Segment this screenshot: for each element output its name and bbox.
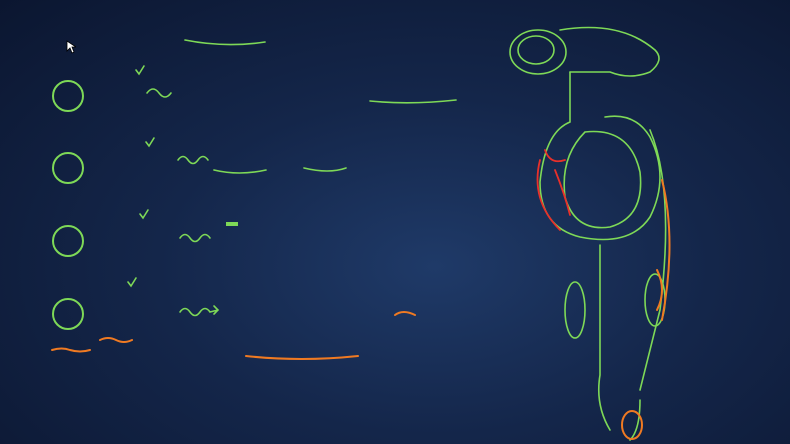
check-mark-1 [136,66,144,74]
heart-inner [564,132,640,228]
row-1-underline [370,100,456,103]
aorta-trunk [599,245,610,430]
row-3-tilde [180,235,210,242]
row-2-underline-a [214,170,266,173]
vessel-orange-bulge [622,411,642,439]
side-note-squiggle-2 [100,338,132,342]
heart-inner-oval [518,36,554,64]
row-1-tilde [147,89,171,97]
heart-outline [540,72,660,240]
aortic-arch [560,28,659,77]
aorta-descending [640,130,666,390]
row-4-tilde-arrow [180,306,218,316]
title-arrow [185,40,265,45]
row-4-orange-check [395,312,415,315]
check-mark-3 [140,210,148,218]
row-2-underline-b [304,168,346,171]
kidney-left [565,282,585,338]
row-2-tilde [178,157,208,164]
heart-red-mark-2 [545,150,565,161]
side-note-squiggle [52,349,90,352]
check-mark-2 [146,138,154,146]
heart-red-mark-3 [555,170,570,215]
row-4-pad-underline [246,356,358,359]
check-mark-4 [128,278,136,286]
